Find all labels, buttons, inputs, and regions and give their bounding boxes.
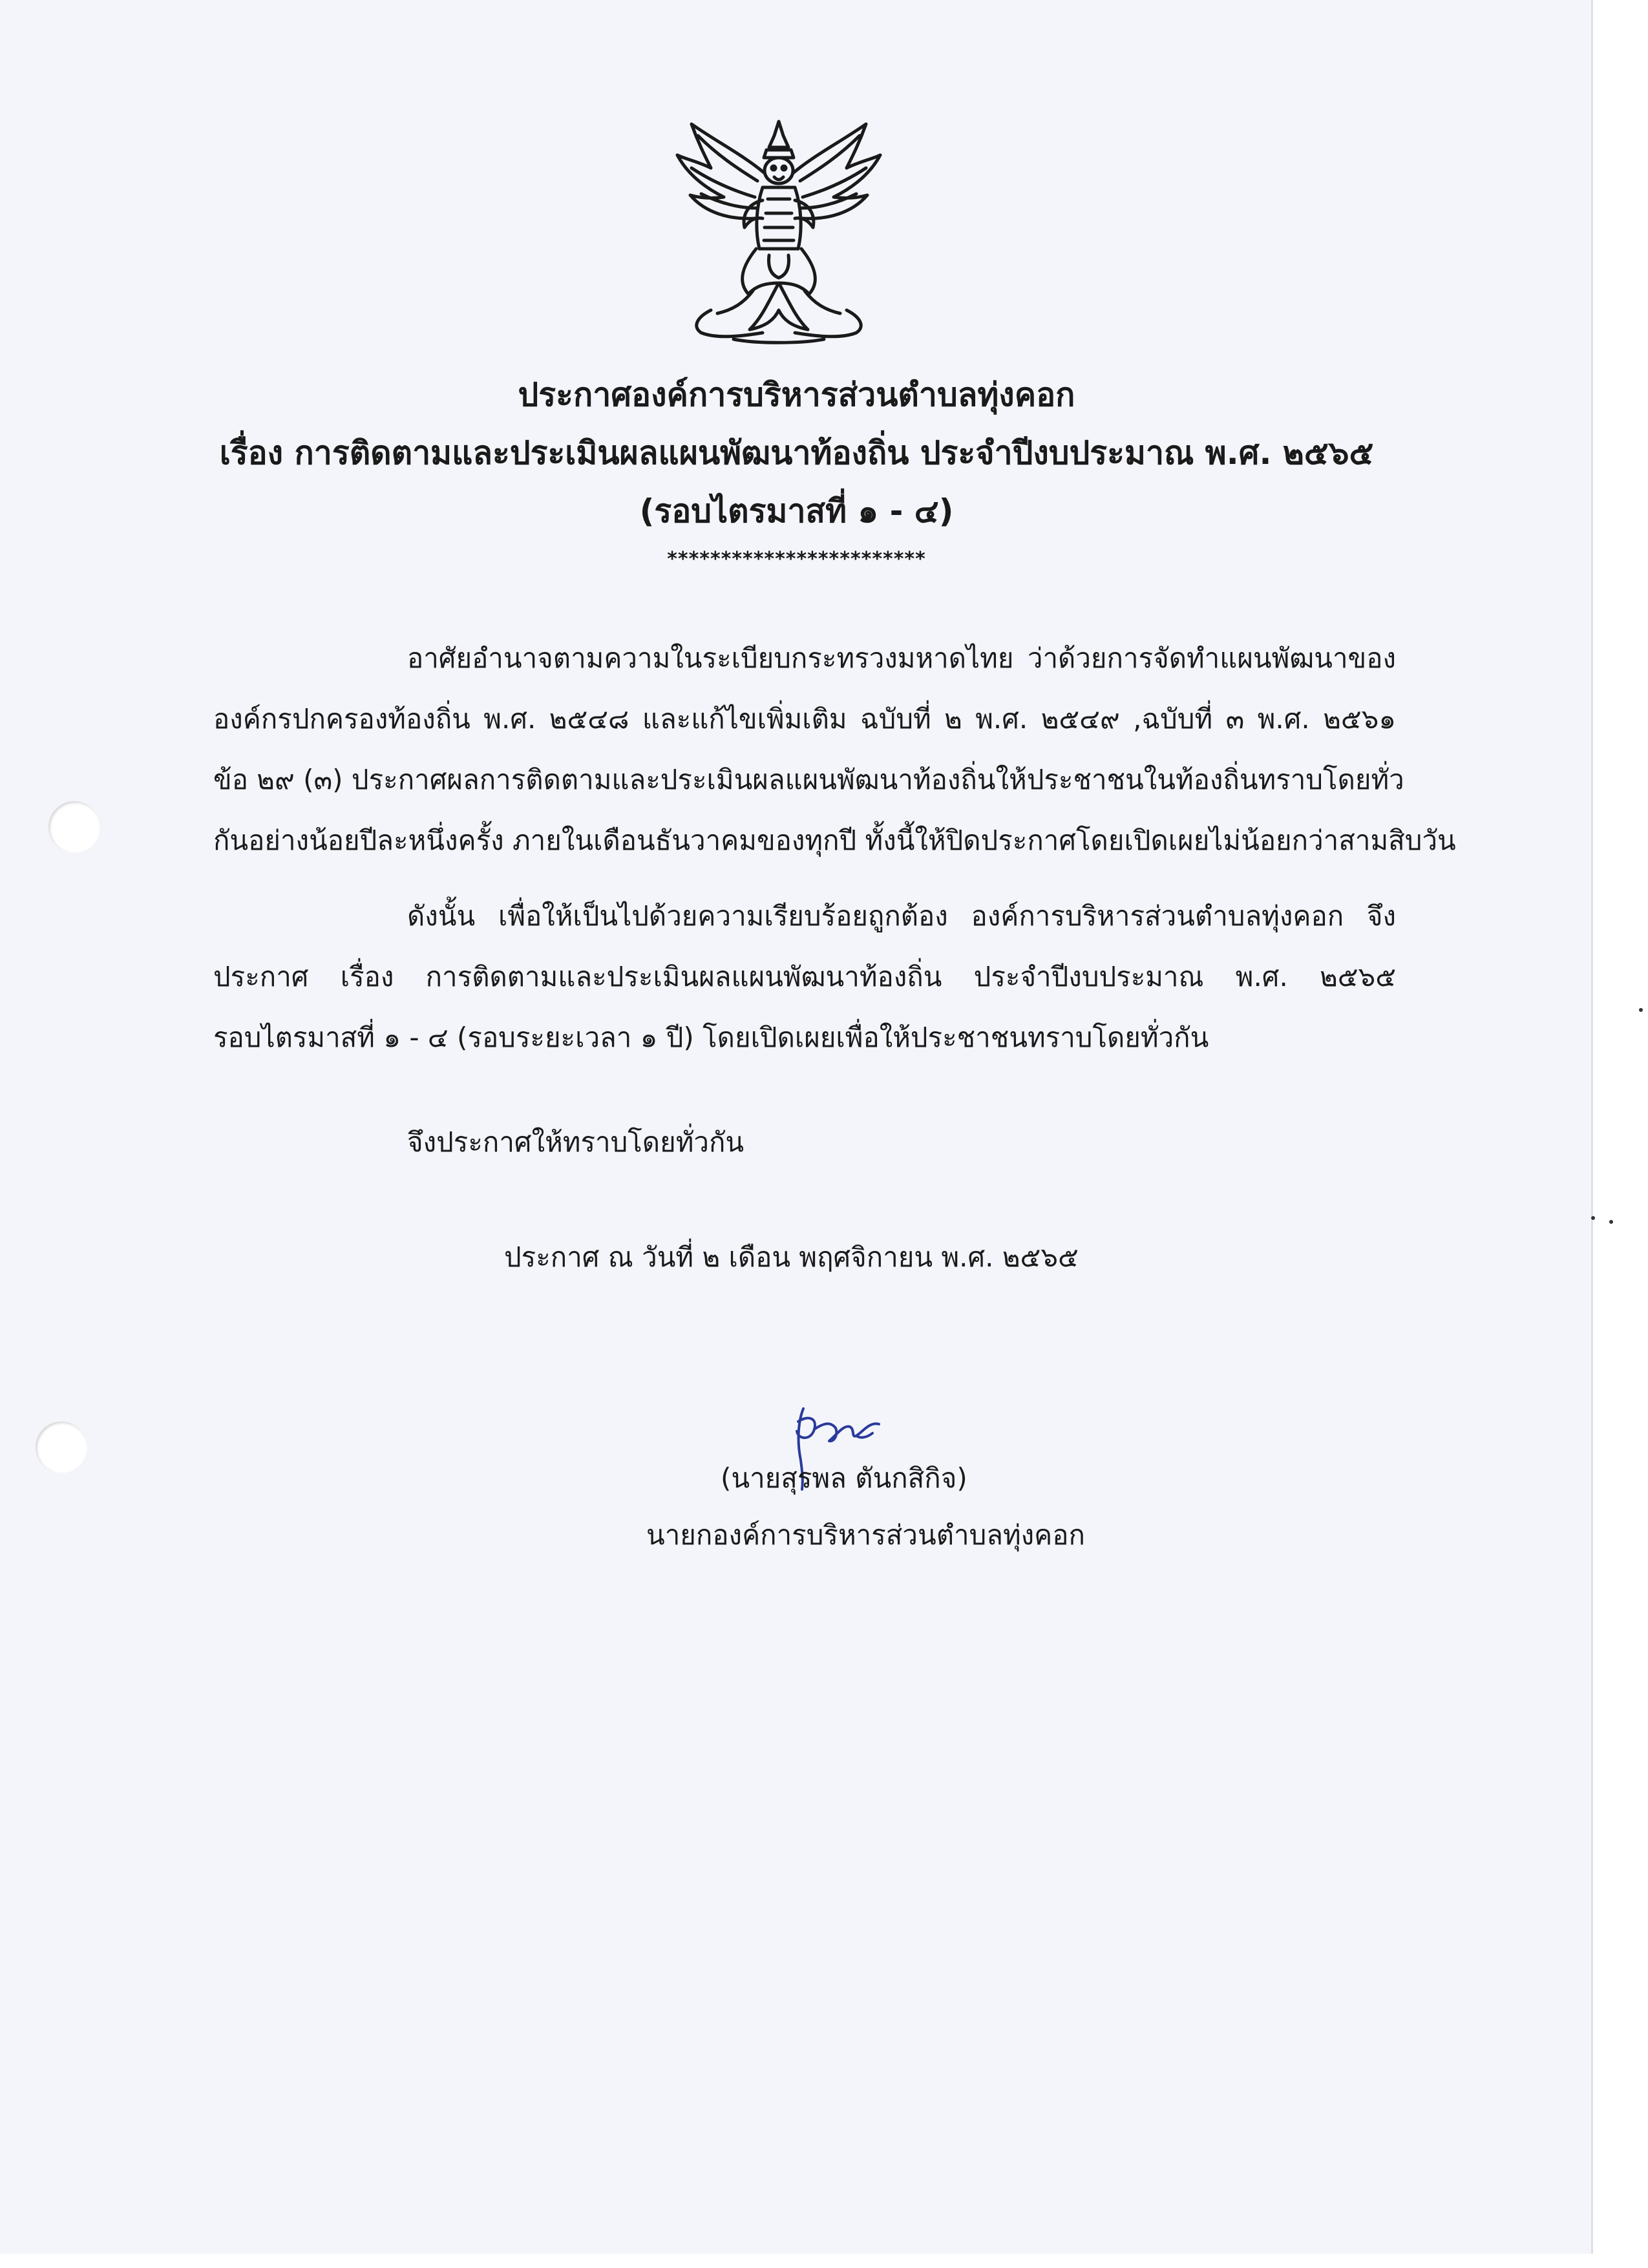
paragraph-2-line-3: รอบไตรมาสที่ ๑ - ๔ (รอบระยะเวลา ๑ ปี) โดยเปิดเผยเพื่อให้ประชาชนทราบโดยทั่วกัน [213,1022,1209,1053]
paragraph-1-line-4: กันอย่างน้อยปีละหนึ่งครั้ง ภายในเดือนธันวาคมของทุกปี ทั้งนี้ให้ปิดประกาศโดยเปิดเผยไม่น้อยกว่าสามสิบวัน [213,824,1456,856]
speck [1591,1216,1595,1220]
punch-hole-top [48,801,100,853]
paragraph-2-line-1: ดังนั้น เพื่อให้เป็นไปด้วยความเรียบร้อยถูกต้อง องค์การบริหารส่วนตำบลทุ่งคอก จึง [407,900,1396,932]
speck [1639,1008,1643,1012]
announcement-title: ประกาศองค์การบริหารส่วนตำบลทุ่งคอก [518,376,1075,414]
paragraph-2-line-2: ประกาศ เรื่อง การติดตามและประเมินผลแผนพัฒนาท้องถิ่น ประจำปีงบประมาณ พ.ศ. ๒๕๖๕ [213,961,1396,992]
punch-hole-bottom [36,1422,87,1473]
speck [1609,1220,1613,1224]
signatory-name: (นายสุรพล ตันกสิกิจ) [721,1462,967,1494]
scan-margin-right [1593,0,1648,2268]
paragraph-1-line-3: ข้อ ๒๙ (๓) ประกาศผลการติดตามและประเมินผลแผนพัฒนาท้องถิ่นให้ประชาชนในท้องถิ่นทราบโดยทั่ว [213,764,1404,795]
paragraph-1-line-1: อาศัยอำนาจตามความในระเบียบกระทรวงมหาดไทย ว่าด้วยการจัดทำแผนพัฒนาของ [407,642,1396,674]
scan-margin-bottom [0,2254,1648,2268]
garuda-emblem-icon [672,116,885,346]
closing-statement: จึงประกาศให้ทราบโดยทั่วกัน [407,1126,745,1158]
paragraph-1-line-2: องค์กรปกครองท้องถิ่น พ.ศ. ๒๕๔๘ และแก้ไขเพิ่มเติม ฉบับที่ ๒ พ.ศ. ๒๕๔๙ ,ฉบับที่ ๓ พ.ศ. ๒๕๖๑ [213,703,1396,735]
signatory-position: นายกองค์การบริหารส่วนตำบลทุ่งคอก [646,1519,1085,1551]
announcement-date: ประกาศ ณ วันที่ ๒ เดือน พฤศจิกายน พ.ศ. ๒๕๖๕ [504,1241,1079,1273]
announcement-subject: เรื่อง การติดตามและประเมินผลแผนพัฒนาท้องถิ่น ประจำปีงบประมาณ พ.ศ. ๒๕๖๕ [219,434,1374,472]
announcement-period: (รอบไตรมาสที่ ๑ - ๔) [639,492,954,530]
title-divider: ************************ [667,548,926,571]
